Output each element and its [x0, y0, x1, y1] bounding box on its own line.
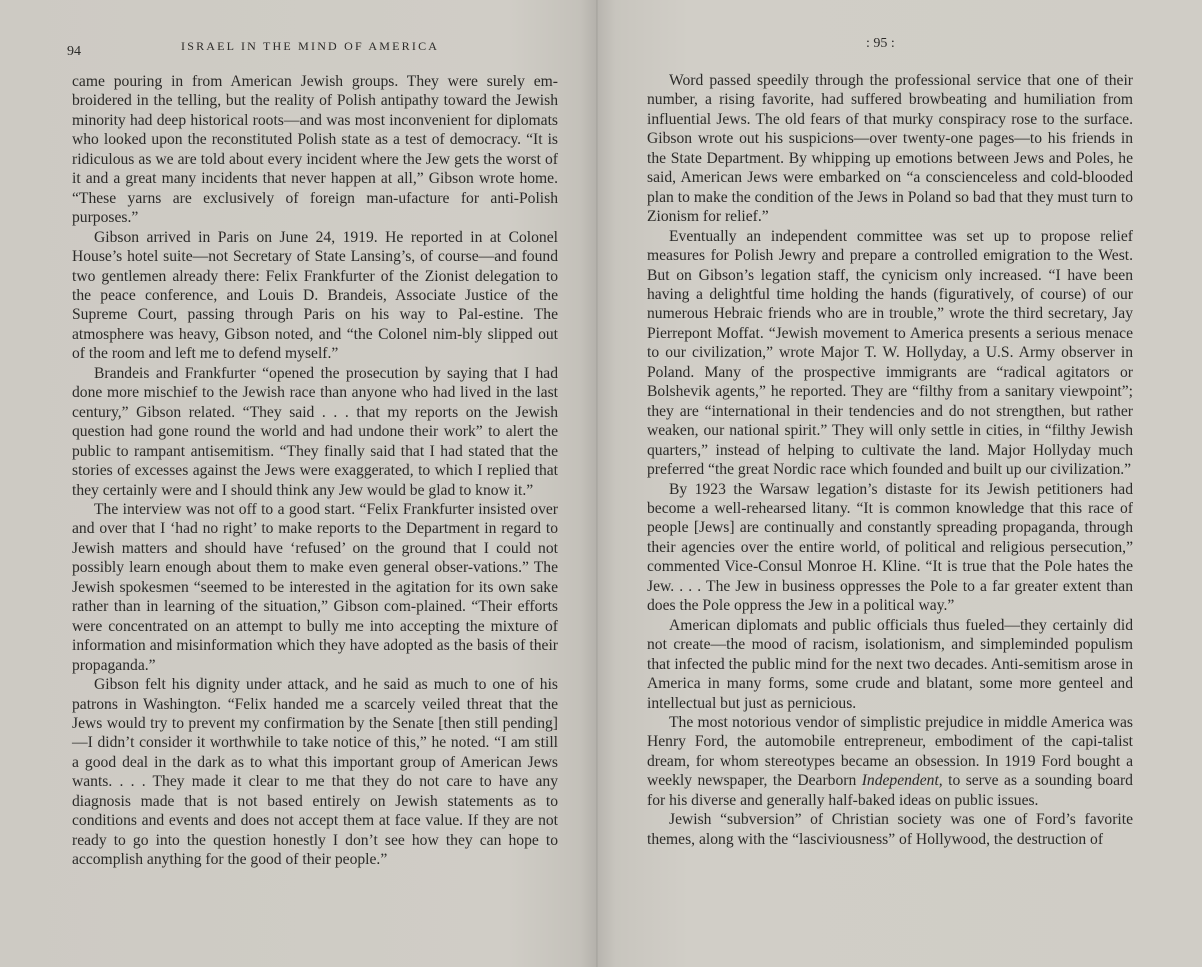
left-page-body [72, 72, 558, 870]
paragraph: came pouring in from American Jewish groups. They were surely em-broidered in the telling, but the reality of Polish antipathy toward the Jewish minority had deep historical roots—and was most inconvenient for diplomats who looked upon the reconstituted Polish state as a test of democracy. “It is ridiculous as we are told about every incident where the Jew gets the worst of it and a great many incidents that never happen at all,” Gibson wrote home. “These yarns are exclusively of foreign man-ufacture for anti-Polish purposes.” [72, 73, 558, 227]
paragraph: Brandeis and Frankfurter “opened the prosecution by saying that I had done more mischief to the Jewish race than anyone who had lived in the last century,” Gibson related. “They said . . . that my reports on the Jewish question had gone round the world and had undone their work” to alert the public to rampant antisemitism. “They finally said that I had stated that the stories of excesses against the Jews were exaggerated, to which I replied that they certainly were and I should think any Jew would be glad to know it.” [72, 364, 558, 499]
paragraph: Gibson felt his dignity under attack, and he said as much to one of his patrons in Washington. “Felix handed me a scarcely veiled threat that the Jews would try to prevent my confirmation by the Senate [then still pending]—I didn’t consider it worthwhile to take notice of this,” he noted. “I am still a good deal in the dark as to what this important group of American Jews wants. . . . They made it clear to me that they do not care to have any diagnosis made that is not based entirely on Jewish statements as to conditions and events and does not accept them at face value. If they are not ready to go into the question honestly I don’t see how they can hope to accomplish anything for the good of their people.” [72, 676, 558, 869]
running-head: ISRAEL IN THE MIND OF AMERICA [181, 39, 440, 53]
page-number-left: 94 [67, 44, 81, 59]
paragraph: The interview was not off to a good start. “Felix Frankfurter insisted over and over that I ‘had no right’ to make reports to the Department in regard to Jewish matters and should have ‘refused’ on the ground that I could not possibly learn enough about them to make even general obser-vations.” The Jewish spokesmen “seemed to be interested in the agitation for its own sake rather than in learning of the situation,” Gibson com-plained. “Their efforts were concentrated on an attempt to bully me into accepting the mixture of information and misinformation which they have adopted as the basis of their propaganda.” [72, 500, 558, 674]
paragraph-ford-start: The most notorious vendor of simplistic prejudice in middle America was Henry Ford, the automobile entrepreneur, embodiment of the capi-talist dream, for whom stereotypes became an obsession. In 1919 Ford bought a weekly newspaper, the Dearborn [647, 713, 1133, 790]
paragraph: American diplomats and public officials thus fueled—they certainly did not create—the mood of racism, isolationism, and simpleminded populism that infected the public mind for the next two decades. Anti-semitism arose in America in many forms, some crude and blatant, some more genteel and intellectual but just as pernicious. [647, 616, 1133, 712]
left-page [0, 0, 598, 967]
paragraph: Jewish “subversion” of Christian society was one of Ford’s favorite themes, along with the “lasciviousness” of Hollywood, the destruction of [647, 811, 1133, 848]
right-page-body [647, 71, 1133, 849]
newspaper-title: Independent, [861, 772, 943, 790]
paragraph-ford-end: to serve as a sounding board for his diverse and generally half-baked ideas on public issues. [647, 772, 1133, 809]
paragraph: By 1923 the Warsaw legation’s distaste for its Jewish petitioners had become a well-rehearsed litany. “It is common knowledge that this race of people [Jews] are continually and constantly spreading propaganda, through their agencies over the entire world, of political and religious persecution,” commented Vice-Consul Monroe H. Kline. “It is true that the Pole hates the Jew. . . . The Jew in business oppresses the Pole to a far greater extent than does the Pole oppress the Jew in a political way.” [647, 480, 1133, 615]
right-page [598, 0, 1202, 967]
paragraph-ford [647, 713, 1133, 810]
paragraph: Eventually an independent committee was set up to propose relief measures for Polish Jewry and prepare a controlled emigration to the West. But on Gibson’s legation staff, the cynicism only increased. “I have been having a delightful time holding the hands (figuratively, of course) of our numerous Hebraic friends who are in trouble,” wrote the third secretary, Jay Pierrepont Moffat. “Jewish movement to America presents a serious menace to our civilization,” wrote Major T. W. Hollyday, a U.S. Army observer in Poland. Many of the prospective immigrants are “radical agitators or Bolshevik agents,” he reported. They are “filthy from a sanitary viewpoint”; they are “international in their tendencies and do not strengthen, but rather weaken, our national spirit.” They will only settle in cities, in “filthy Jewish quarters,” instead of helping to cultivate the land. Major Hollyday much preferred “the great Nordic race which founded and built up our civilization.” [647, 227, 1133, 479]
paragraph: Word passed speedily through the professional service that one of their number, a rising favorite, had suffered browbeating and humiliation from influential Jews. The old fears of that murky conspiracy rose to the surface. Gibson wrote out his suspicions—over twenty-one pages—to his friends in the State Department. By whipping up emotions between Jews and Poles, he said, American Jews were embarked on “a conscienceless and cold-blooded plan to make the condition of the Jews in Poland so bad that they must turn to Zionism for relief.” [647, 72, 1133, 226]
paragraph: Gibson arrived in Paris on June 24, 1919. He reported in at Colonel House’s hotel suite—not Secretary of State Lansing’s, of course—and found two gentlemen already there: Felix Frankfurter of the Zionist delegation to the peace conference, and Louis D. Brandeis, Associate Justice of the Supreme Court, passing through Paris on his way to Pal-estine. The atmosphere was heavy, Gibson noted, and “the Colonel nim-bly slipped out of the room and left me to defend myself.” [72, 228, 558, 363]
page-number-right: : 95 : [866, 36, 895, 51]
